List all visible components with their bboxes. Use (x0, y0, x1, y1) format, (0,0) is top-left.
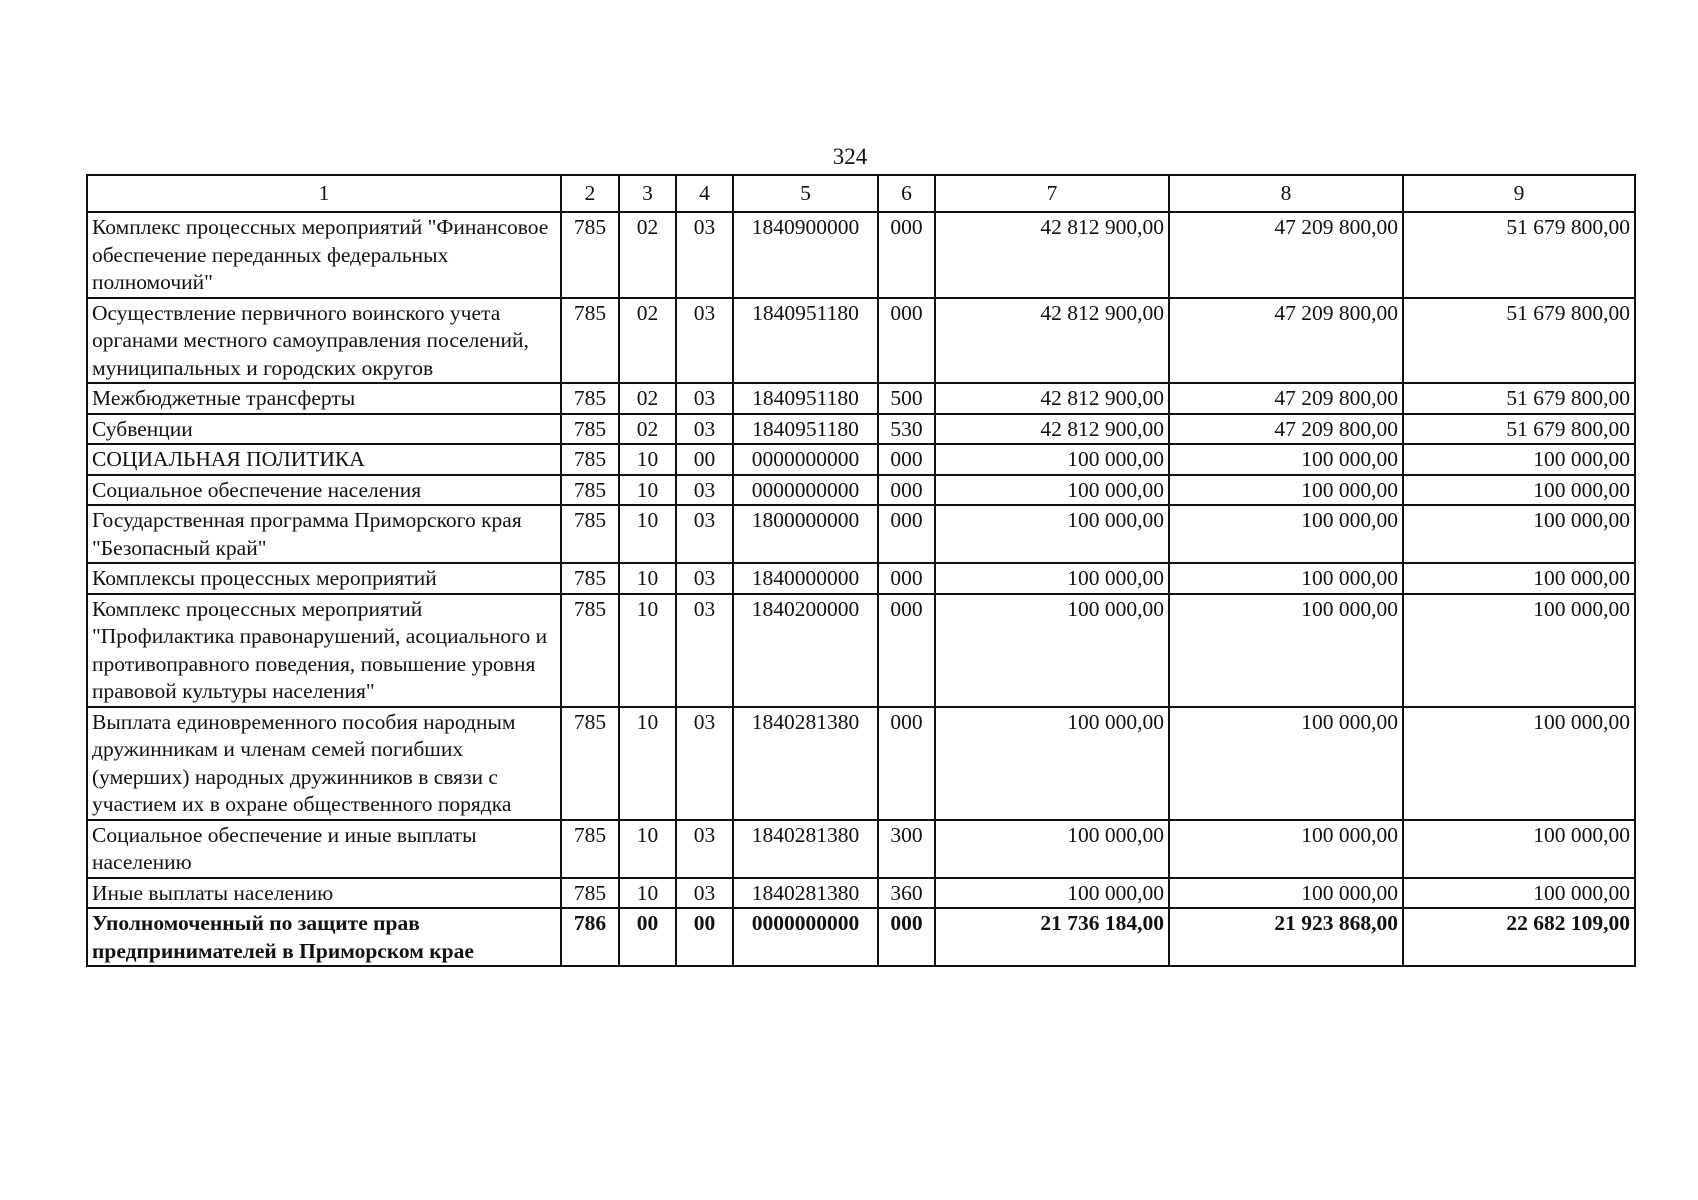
amount-col9-cell: 100 000,00 (1403, 444, 1635, 475)
table-row (87, 820, 1635, 878)
amount-col7-cell: 42 812 900,00 (935, 212, 1169, 298)
expense-type-cell: 000 (878, 505, 935, 563)
amount-col9-cell: 100 000,00 (1403, 707, 1635, 820)
amount-col9-cell: 51 679 800,00 (1403, 298, 1635, 384)
target-article-cell: 1800000000 (733, 505, 878, 563)
subsection-code-cell: 03 (676, 594, 733, 707)
amount-col9-cell: 100 000,00 (1403, 475, 1635, 506)
target-article-cell: 0000000000 (733, 444, 878, 475)
admin-code-cell: 785 (561, 563, 619, 594)
target-article-cell: 1840281380 (733, 707, 878, 820)
subsection-code-cell: 03 (676, 475, 733, 506)
target-article-cell: 0000000000 (733, 475, 878, 506)
amount-col9-cell: 51 679 800,00 (1403, 414, 1635, 445)
amount-col8-cell: 47 209 800,00 (1169, 212, 1403, 298)
amount-col8-cell: 47 209 800,00 (1169, 383, 1403, 414)
admin-code-cell: 786 (561, 908, 619, 966)
amount-col7-cell: 42 812 900,00 (935, 298, 1169, 384)
target-article-cell: 0000000000 (733, 908, 878, 966)
amount-col7-cell: 100 000,00 (935, 707, 1169, 820)
target-article-cell: 1840200000 (733, 594, 878, 707)
amount-col8-cell: 47 209 800,00 (1169, 414, 1403, 445)
expense-type-cell: 530 (878, 414, 935, 445)
row-name-cell: Осуществление первичного воинского учета органами местного самоуправления поселений, муниципальных и городских округов (87, 298, 561, 384)
table-body (87, 212, 1635, 966)
table-row (87, 414, 1635, 445)
section-code-cell: 10 (619, 563, 676, 594)
section-code-cell: 10 (619, 707, 676, 820)
amount-col9-cell: 100 000,00 (1403, 594, 1635, 707)
amount-col9-cell: 22 682 109,00 (1403, 908, 1635, 966)
budget-table (86, 174, 1636, 967)
expense-type-cell: 000 (878, 563, 935, 594)
target-article-cell: 1840281380 (733, 878, 878, 909)
table-row (87, 707, 1635, 820)
admin-code-cell: 785 (561, 505, 619, 563)
subsection-code-cell: 03 (676, 820, 733, 878)
column-header: 8 (1169, 175, 1403, 212)
amount-col8-cell: 100 000,00 (1169, 505, 1403, 563)
amount-col7-cell: 100 000,00 (935, 820, 1169, 878)
subsection-code-cell: 03 (676, 414, 733, 445)
subsection-code-cell: 03 (676, 707, 733, 820)
column-header: 6 (878, 175, 935, 212)
subsection-code-cell: 03 (676, 383, 733, 414)
row-name-cell: Выплата единовременного пособия народным дружинникам и членам семей погибших (умерших) народных дружинников в связи с участием их в охране общественного порядка (87, 707, 561, 820)
admin-code-cell: 785 (561, 212, 619, 298)
amount-col9-cell: 100 000,00 (1403, 878, 1635, 909)
target-article-cell: 1840951180 (733, 383, 878, 414)
admin-code-cell: 785 (561, 298, 619, 384)
amount-col8-cell: 100 000,00 (1169, 563, 1403, 594)
table-row (87, 563, 1635, 594)
row-name-cell: Комплекс процессных мероприятий "Профилактика правонарушений, асоциального и противоправного поведения, повышение уровня правовой культуры населения" (87, 594, 561, 707)
amount-col8-cell: 100 000,00 (1169, 820, 1403, 878)
table-row (87, 908, 1635, 966)
amount-col9-cell: 100 000,00 (1403, 820, 1635, 878)
column-header: 5 (733, 175, 878, 212)
subsection-code-cell: 03 (676, 505, 733, 563)
amount-col7-cell: 100 000,00 (935, 475, 1169, 506)
amount-col7-cell: 100 000,00 (935, 563, 1169, 594)
amount-col7-cell: 100 000,00 (935, 444, 1169, 475)
table-row (87, 383, 1635, 414)
table-row (87, 594, 1635, 707)
subsection-code-cell: 00 (676, 908, 733, 966)
page-number: 324 (832, 144, 868, 169)
expense-type-cell: 000 (878, 444, 935, 475)
section-code-cell: 10 (619, 505, 676, 563)
section-code-cell: 02 (619, 414, 676, 445)
amount-col8-cell: 100 000,00 (1169, 878, 1403, 909)
admin-code-cell: 785 (561, 383, 619, 414)
row-name-cell: Субвенции (87, 414, 561, 445)
subsection-code-cell: 03 (676, 878, 733, 909)
table-row (87, 505, 1635, 563)
admin-code-cell: 785 (561, 475, 619, 506)
row-name-cell: Государственная программа Приморского края "Безопасный край" (87, 505, 561, 563)
subsection-code-cell: 03 (676, 212, 733, 298)
column-header: 2 (561, 175, 619, 212)
amount-col9-cell: 100 000,00 (1403, 563, 1635, 594)
target-article-cell: 1840281380 (733, 820, 878, 878)
section-code-cell: 10 (619, 820, 676, 878)
section-code-cell: 02 (619, 383, 676, 414)
table-header-row (87, 175, 1635, 212)
admin-code-cell: 785 (561, 444, 619, 475)
target-article-cell: 1840951180 (733, 414, 878, 445)
amount-col7-cell: 100 000,00 (935, 878, 1169, 909)
expense-type-cell: 300 (878, 820, 935, 878)
target-article-cell: 1840900000 (733, 212, 878, 298)
table-row (87, 475, 1635, 506)
expense-type-cell: 500 (878, 383, 935, 414)
column-header: 4 (676, 175, 733, 212)
section-code-cell: 02 (619, 298, 676, 384)
table-row (87, 444, 1635, 475)
admin-code-cell: 785 (561, 878, 619, 909)
amount-col7-cell: 21 736 184,00 (935, 908, 1169, 966)
subsection-code-cell: 03 (676, 298, 733, 384)
expense-type-cell: 000 (878, 212, 935, 298)
row-name-cell: Социальное обеспечение населения (87, 475, 561, 506)
amount-col8-cell: 100 000,00 (1169, 475, 1403, 506)
section-code-cell: 00 (619, 908, 676, 966)
expense-type-cell: 000 (878, 594, 935, 707)
expense-type-cell: 000 (878, 475, 935, 506)
row-name-cell: Уполномоченный по защите прав предпринимателей в Приморском крае (87, 908, 561, 966)
admin-code-cell: 785 (561, 594, 619, 707)
column-header: 3 (619, 175, 676, 212)
row-name-cell: Социальное обеспечение и иные выплаты населению (87, 820, 561, 878)
column-header: 7 (935, 175, 1169, 212)
column-header: 1 (87, 175, 561, 212)
expense-type-cell: 000 (878, 908, 935, 966)
amount-col9-cell: 51 679 800,00 (1403, 212, 1635, 298)
admin-code-cell: 785 (561, 414, 619, 445)
amount-col8-cell: 100 000,00 (1169, 594, 1403, 707)
amount-col8-cell: 100 000,00 (1169, 707, 1403, 820)
subsection-code-cell: 03 (676, 563, 733, 594)
amount-col7-cell: 42 812 900,00 (935, 414, 1169, 445)
amount-col9-cell: 51 679 800,00 (1403, 383, 1635, 414)
amount-col8-cell: 100 000,00 (1169, 444, 1403, 475)
subsection-code-cell: 00 (676, 444, 733, 475)
amount-col8-cell: 21 923 868,00 (1169, 908, 1403, 966)
amount-col7-cell: 100 000,00 (935, 594, 1169, 707)
row-name-cell: Комплексы процессных мероприятий (87, 563, 561, 594)
admin-code-cell: 785 (561, 820, 619, 878)
amount-col7-cell: 100 000,00 (935, 505, 1169, 563)
row-name-cell: Иные выплаты населению (87, 878, 561, 909)
section-code-cell: 10 (619, 594, 676, 707)
expense-type-cell: 000 (878, 298, 935, 384)
amount-col7-cell: 42 812 900,00 (935, 383, 1169, 414)
table-row (87, 212, 1635, 298)
section-code-cell: 10 (619, 475, 676, 506)
row-name-cell: СОЦИАЛЬНАЯ ПОЛИТИКА (87, 444, 561, 475)
expense-type-cell: 360 (878, 878, 935, 909)
column-header: 9 (1403, 175, 1635, 212)
section-code-cell: 10 (619, 878, 676, 909)
target-article-cell: 1840000000 (733, 563, 878, 594)
section-code-cell: 02 (619, 212, 676, 298)
section-code-cell: 10 (619, 444, 676, 475)
expense-type-cell: 000 (878, 707, 935, 820)
amount-col8-cell: 47 209 800,00 (1169, 298, 1403, 384)
target-article-cell: 1840951180 (733, 298, 878, 384)
table-row (87, 298, 1635, 384)
row-name-cell: Комплекс процессных мероприятий "Финансовое обеспечение переданных федеральных полномочий" (87, 212, 561, 298)
table-row (87, 878, 1635, 909)
row-name-cell: Межбюджетные трансферты (87, 383, 561, 414)
amount-col9-cell: 100 000,00 (1403, 505, 1635, 563)
admin-code-cell: 785 (561, 707, 619, 820)
